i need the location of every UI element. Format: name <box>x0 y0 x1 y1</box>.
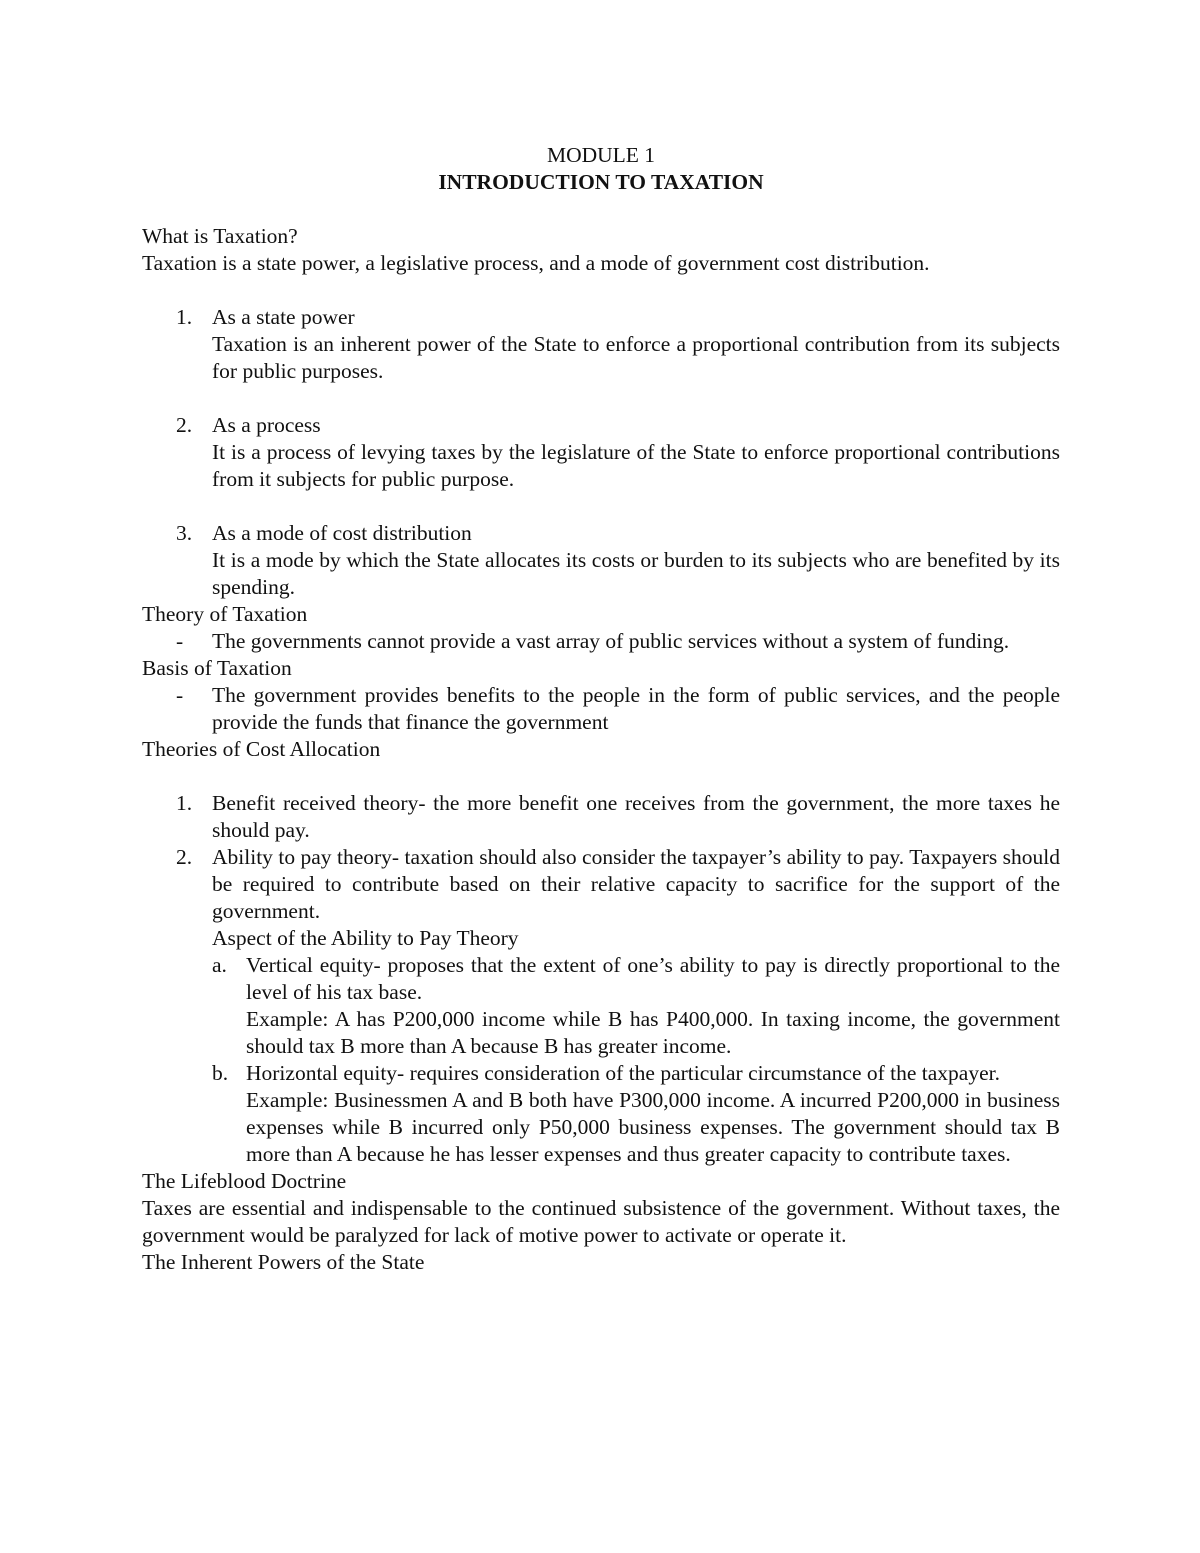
cost-theory-number: 1. <box>176 791 193 815</box>
lifeblood-heading: The Lifeblood Doctrine <box>142 1169 347 1193</box>
section-question: What is Taxation? <box>142 224 298 248</box>
dash-bullet: - <box>176 683 184 707</box>
spacer <box>142 196 1060 223</box>
basis-heading: Basis of Taxation <box>142 656 292 680</box>
cost-theory-item <box>142 844 1060 925</box>
document-title: INTRODUCTION TO TAXATION <box>438 170 764 194</box>
aspect-number: 2. <box>176 413 193 437</box>
equity-item <box>142 1060 1060 1168</box>
dash-bullet: - <box>176 629 184 653</box>
aspect-ability-heading: Aspect of the Ability to Pay Theory <box>212 926 519 950</box>
aspect-item <box>142 412 1060 493</box>
inherent-powers-heading: The Inherent Powers of the State <box>142 1250 425 1274</box>
equity-text: Vertical equity- proposes that the extent of one’s ability to pay is directly proportional to the level of his tax base. <box>246 953 1060 1004</box>
basis-text: The government provides benefits to the people in the form of public services, and the people provide the funds that finance the government <box>212 683 1060 734</box>
aspect-text: It is a mode by which the State allocates its costs or burden to its subjects who are benefited by its spending. <box>212 548 1060 599</box>
spacer <box>142 763 1060 790</box>
aspect-item <box>142 520 1060 601</box>
taxation-definition: Taxation is a state power, a legislative process, and a mode of government cost distribution. <box>142 251 930 275</box>
aspect-title: As a mode of cost distribution <box>212 521 472 545</box>
aspect-number: 1. <box>176 305 193 329</box>
equity-example: Example: Businessmen A and B both have P300,000 income. A incurred P200,000 in business expenses while B incurred only P50,000 business expenses. The government should tax B more than A because he has lesser expenses and thus greater capacity to contribute taxes. <box>246 1088 1060 1166</box>
theory-bullet-item <box>142 628 1060 655</box>
cost-theory-text: Benefit received theory- the more benefit one receives from the government, the more taxes he should pay. <box>212 791 1060 842</box>
aspect-title: As a state power <box>212 305 355 329</box>
aspect-text: Taxation is an inherent power of the State to enforce a proportional contribution from its subjects for public purposes. <box>212 332 1060 383</box>
aspect-item <box>142 304 1060 385</box>
aspect-title: As a process <box>212 413 321 437</box>
cost-theory-number: 2. <box>176 845 193 869</box>
document-page <box>142 142 1060 1276</box>
cost-theory-text: Ability to pay theory- taxation should also consider the taxpayer’s ability to pay. Taxpayers should be required to contribute based on their relative capacity to sacrifice for the support of the government. <box>212 845 1060 923</box>
cost-theory-item <box>142 790 1060 844</box>
module-label: MODULE 1 <box>546 143 656 167</box>
aspect-number: 3. <box>176 521 193 545</box>
theory-text: The governments cannot provide a vast array of public services without a system of funding. <box>212 629 1010 653</box>
spacer <box>142 493 1060 520</box>
basis-bullet-item <box>142 682 1060 736</box>
equity-text: Horizontal equity- requires consideration of the particular circumstance of the taxpayer. <box>246 1061 1000 1085</box>
equity-letter: a. <box>212 953 227 977</box>
equity-letter: b. <box>212 1061 229 1085</box>
equity-example: Example: A has P200,000 income while B has P400,000. In taxing income, the government should tax B more than A because B has greater income. <box>246 1007 1060 1058</box>
lifeblood-text: Taxes are essential and indispensable to the continued subsistence of the government. Without taxes, the government would be paralyzed for lack of motive power to activate or operate it. <box>142 1196 1060 1247</box>
cost-allocation-heading: Theories of Cost Allocation <box>142 737 381 761</box>
spacer <box>142 277 1060 304</box>
theory-heading: Theory of Taxation <box>142 602 308 626</box>
spacer <box>142 385 1060 412</box>
aspect-text: It is a process of levying taxes by the legislature of the State to enforce proportional contributions from it subjects for public purpose. <box>212 440 1060 491</box>
equity-item <box>142 952 1060 1060</box>
